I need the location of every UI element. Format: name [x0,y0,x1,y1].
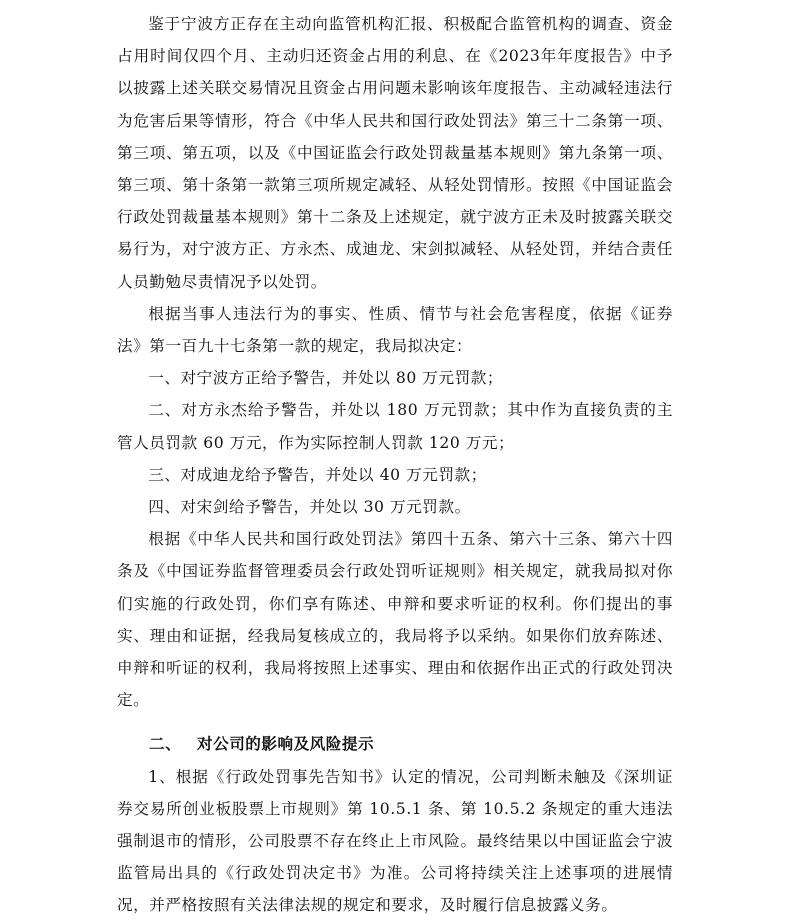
section-title: 对公司的影响及风险提示 [197,735,375,754]
paragraph-impact: 1、根据《行政处罚事先告知书》认定的情况，公司判断未触及《深圳证券交易所创业板股票上市规则》第 10.5.1 条、第 10.5.2 条规定的重大违法强制退市的情形，公司股票不存在终止上市风险。最终结果以中国证监会宁波监管局出具的《行政处罚决定书》为准。公司将持续关注上述事项的进展情况，并严格按照有关法律法规的规定和要求，及时履行信息披露义务。 [117,767,673,915]
document-page [117,8,673,922]
paragraph-mitigation: 鉴于宁波方正存在主动向监管机构汇报、积极配合监管机构的调查、资金占用时间仅四个月、主动归还资金占用的利息、在《2023年年度报告》中予以披露上述关联交易情况且资金占用问题未影响该年度报告、主动减轻违法行为危害后果等情形，符合《中华人民共和国行政处罚法》第三十二条第一项、第三项、第五项，以及《中国证监会行政处罚裁量基本规则》第九条第一项、第三项、第十条第一款第三项所规定减轻、从轻处罚情形。按照《中国证监会行政处罚裁量基本规则》第十二条及上述规定，就宁波方正未及时披露关联交易行为，对宁波方正、方永杰、成迪龙、宋剑拟减轻、从轻处罚，并结合责任人员勤勉尽责情况予以处罚。 [117,15,673,291]
section-heading [117,728,673,760]
penalty-item-3: 三、对成迪龙给予警告，并处以 40 万元罚款； [148,465,487,484]
section-number: 二、 [149,735,182,754]
penalty-item-1: 一、对宁波方正给予警告，并处以 80 万元罚款； [148,369,504,388]
penalty-item-4: 四、对宋剑给予警告，并处以 30 万元罚款。 [148,498,471,517]
penalty-item-2: 二、对方永杰给予警告，并处以 180 万元罚款；其中作为直接负责的主管人员罚款 60 万元，作为实际控制人罚款 120 万元； [117,401,673,452]
paragraph-hearing-rights: 根据《中华人民共和国行政处罚法》第四十五条、第六十三条、第六十四条及《中国证券监督管理委员会行政处罚听证规则》相关规定，就我局拟对你们实施的行政处罚，你们享有陈述、申辩和要求听证的权利。你们提出的事实、理由和证据，经我局复核成立的，我局将予以采纳。如果你们放弃陈述、申辩和听证的权利，我局将按照上述事实、理由和依据作出正式的行政处罚决定。 [117,530,673,710]
paragraph-decision-intro: 根据当事人违法行为的事实、性质、情节与社会危害程度，依据《证券法》第一百九十七条第一款的规定，我局拟决定： [117,304,673,356]
